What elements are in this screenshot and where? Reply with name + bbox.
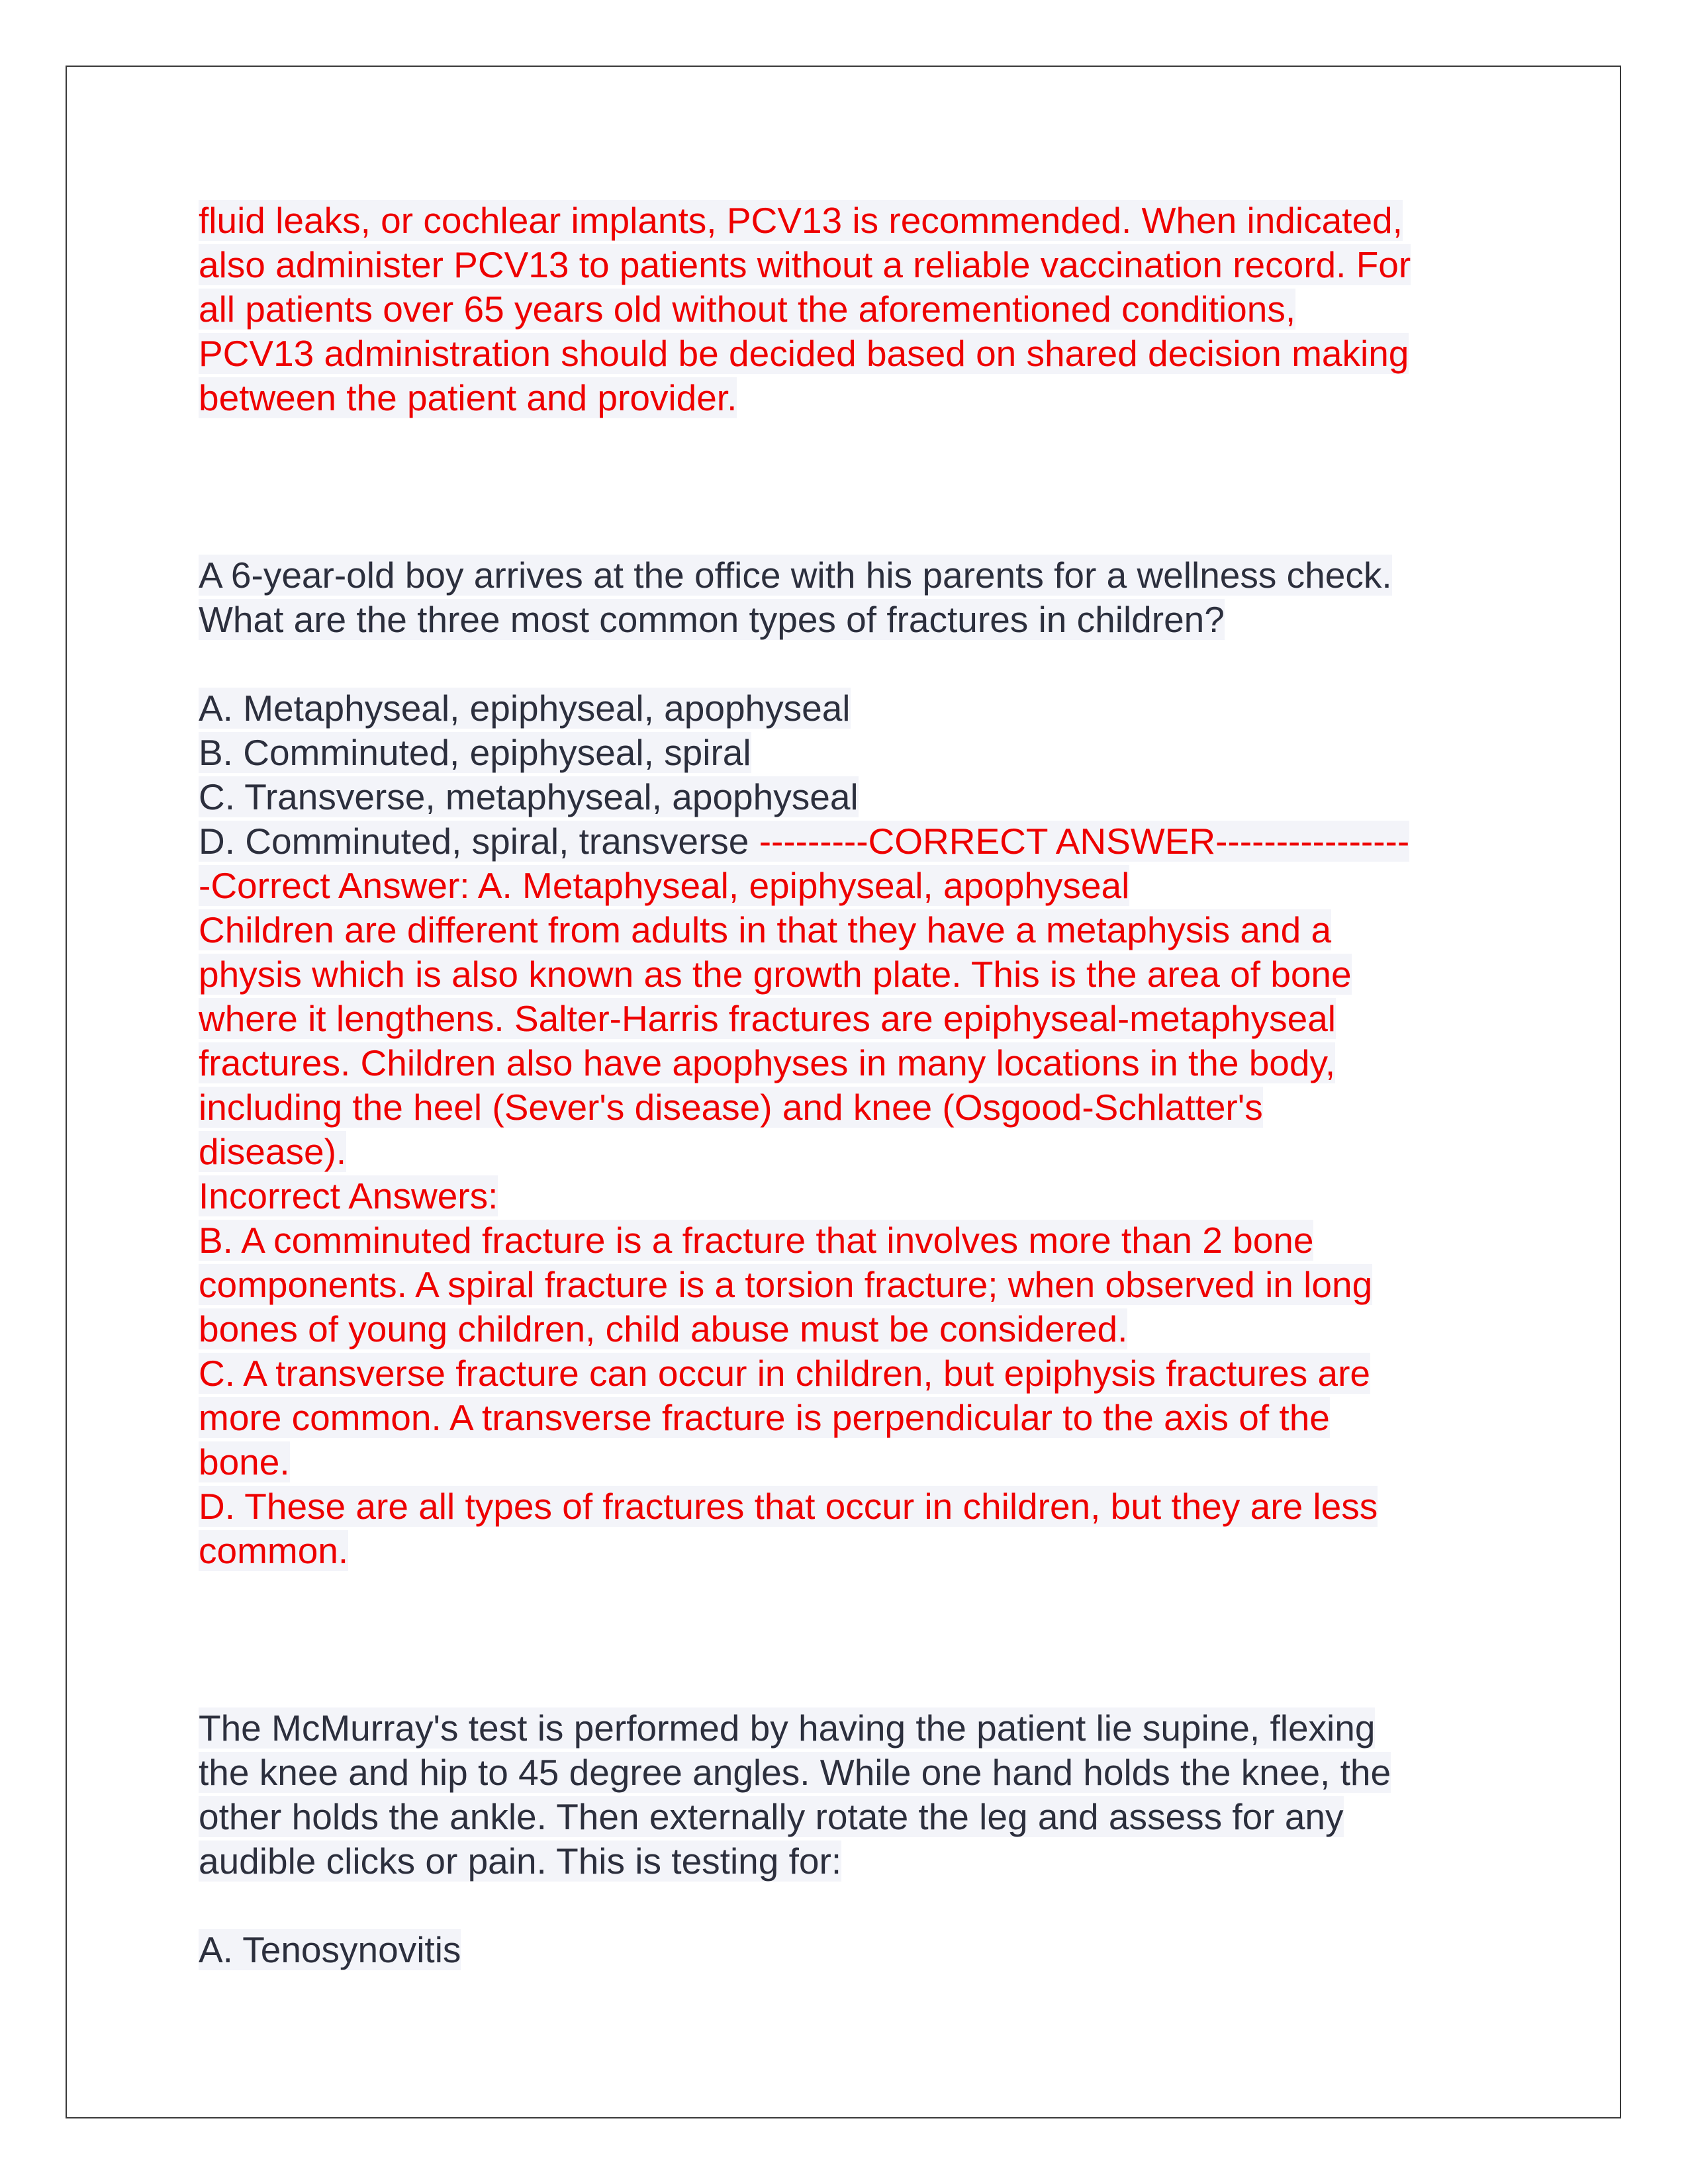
text-line: where it lengthens. Salter-Harris fractures are epiphyseal-metaphyseal [199,998,1336,1039]
option-a: A. Tenosynovitis [199,1929,461,1970]
text-line: The McMurray's test is performed by having the patient lie supine, flexing [199,1707,1376,1749]
option-a: A. Metaphyseal, epiphyseal, apophyseal [199,688,851,729]
text-line: A 6-year-old boy arrives at the office with his parents for a wellness check. [199,555,1392,596]
text-line: components. A spiral fracture is a torsion fracture; when observed in long [199,1264,1373,1305]
question-1-options [199,686,1496,908]
question-1-stem [199,553,1496,642]
text-line: PCV13 administration should be decided based on shared decision making [199,333,1409,374]
incorrect-answers-heading: Incorrect Answers: [199,1175,498,1216]
text-line: more common. A transverse fracture is perpendicular to the axis of the [199,1397,1330,1438]
question-2-options [199,1928,1496,1972]
text-line: also administer PCV13 to patients without a reliable vaccination record. For [199,244,1411,285]
text-line: bones of young children, child abuse must be considered. [199,1308,1128,1349]
option-b: B. Comminuted, epiphyseal, spiral [199,732,751,773]
text-line: Children are different from adults in that they have a metaphysis and a [199,909,1332,950]
option-d-text: D. Comminuted, spiral, transverse [199,821,759,862]
text-line: bone. [199,1441,290,1482]
text-line: fluid leaks, or cochlear implants, PCV13 is recommended. When indicated, [199,200,1403,241]
document-content [199,199,1496,1972]
text-line: including the heel (Sever's disease) and knee (Osgood-Schlatter's [199,1087,1263,1128]
text-line: fractures. Children also have apophyses in many locations in the body, [199,1042,1336,1083]
text-line: D. These are all types of fractures that occur in children, but they are less [199,1486,1378,1527]
text-line: disease). [199,1131,347,1172]
text-line: physis which is also known as the growth plate. This is the area of bone [199,954,1352,995]
text-line: other holds the ankle. Then externally rotate the leg and assess for any [199,1796,1344,1837]
previous-explanation [199,199,1496,420]
text-line: the knee and hip to 45 degree angles. While one hand holds the knee, the [199,1752,1391,1793]
option-d [199,819,1496,864]
question-1-explanation [199,908,1496,1573]
text-line: all patients over 65 years old without the aforementioned conditions, [199,289,1296,330]
question-2-stem [199,1706,1496,1884]
correct-answer-marker: ---------CORRECT ANSWER---------------- [759,821,1410,862]
text-line: C. A transverse fracture can occur in children, but epiphysis fractures are [199,1353,1370,1394]
text-line: common. [199,1530,349,1571]
correct-answer: -Correct Answer: A. Metaphyseal, epiphyseal, apophyseal [199,865,1130,906]
text-line: What are the three most common types of fractures in children? [199,599,1225,640]
text-line: B. A comminuted fracture is a fracture that involves more than 2 bone [199,1220,1314,1261]
text-line: audible clicks or pain. This is testing for: [199,1841,842,1882]
option-c: C. Transverse, metaphyseal, apophyseal [199,776,859,817]
text-line: between the patient and provider. [199,377,737,418]
